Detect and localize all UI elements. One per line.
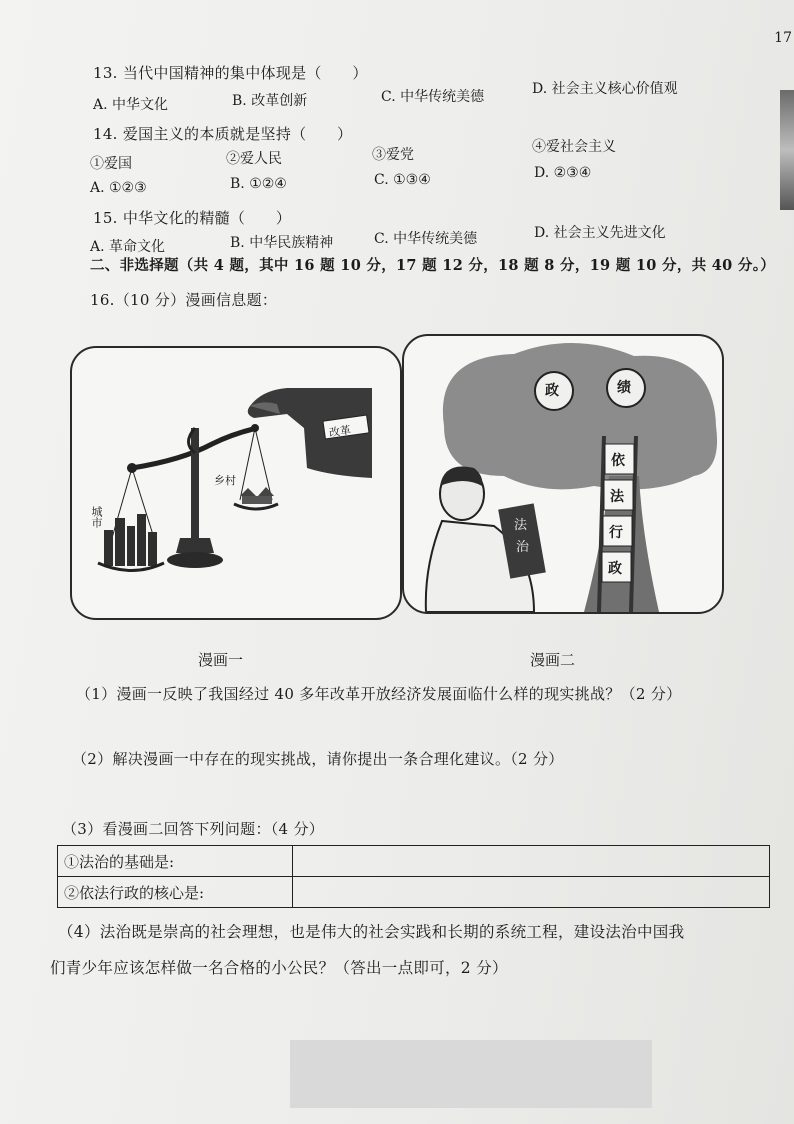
q14-option-d: D. ②③④	[534, 165, 592, 181]
village-label: 乡村	[214, 474, 236, 487]
q13-option-d: D. 社会主义核心价值观	[532, 81, 678, 97]
question-13-stem: 13. 当代中国精神的集中体现是（ ）	[93, 64, 368, 82]
table-row	[58, 846, 770, 877]
ladder-label-3: 行	[609, 525, 623, 541]
q16-sub4-line1: （4）法治既是崇高的社会理想，也是伟大的社会实践和长期的系统工程，建设法治中国我	[58, 923, 685, 941]
q16-sub1: （1）漫画一反映了我国经过 40 多年改革开放经济发展面临什么样的现实挑战？（2 分）	[76, 685, 682, 703]
q14-item-4: ④爱社会主义	[532, 139, 616, 155]
comic-one-caption: 漫画一	[198, 651, 244, 669]
question-16-stem: 16.（10 分）漫画信息题：	[90, 291, 278, 309]
q13-option-c: C. 中华传统美德	[381, 89, 485, 105]
comic-one-scale-illustration	[72, 348, 400, 618]
fruit-label-1: 政	[545, 383, 559, 399]
page-number: 17	[774, 30, 792, 46]
comic-two-panel	[402, 334, 724, 614]
q13-option-b: B. 改革创新	[232, 93, 308, 109]
comic-two-tree-illustration	[404, 336, 722, 612]
q14-option-b: B. ①②④	[230, 176, 287, 192]
q14-option-c: C. ①③④	[374, 172, 431, 188]
book-label-2: 治	[516, 540, 530, 555]
question-15-stem: 15. 中华文化的精髓（ ）	[93, 209, 292, 227]
ladder-label-4: 政	[608, 561, 622, 577]
adjacent-page-edge	[780, 90, 794, 210]
q15-option-b: B. 中华民族精神	[230, 235, 334, 251]
q13-option-a: A. 中华文化	[93, 97, 169, 113]
ladder-label-1: 依	[611, 453, 625, 469]
fruit-label-2: 绩	[617, 380, 631, 396]
q14-item-3: ③爱党	[372, 147, 414, 163]
q15-option-c: C. 中华传统美德	[374, 231, 478, 247]
answer-cell-2[interactable]	[293, 877, 770, 908]
q14-item-1: ①爱国	[90, 156, 132, 172]
table-label-cell: ②依法行政的核心是:	[58, 877, 293, 908]
book-label-1: 法	[514, 518, 528, 533]
ladder-label-2: 法	[610, 489, 624, 505]
question-14-stem: 14. 爱国主义的本质就是坚持（ ）	[93, 125, 353, 143]
q15-option-d: D. 社会主义先进文化	[534, 225, 666, 241]
city-label: 城市	[90, 506, 103, 528]
comic-two-caption: 漫画二	[530, 651, 576, 669]
hand-label: 改革	[328, 423, 352, 440]
q15-option-a: A. 革命文化	[90, 239, 166, 255]
section-2-heading: 二、非选择题（共 4 题，其中 16 题 10 分，17 题 12 分，18 题 8 分，19 题 10 分，共 40 分。）	[90, 257, 776, 274]
q16-sub2: （2）解决漫画一中存在的现实挑战，请你提出一条合理化建议。（2 分）	[72, 750, 564, 768]
table-row	[58, 877, 770, 908]
q14-item-2: ②爱人民	[226, 151, 282, 167]
q16-answer-table	[57, 845, 770, 908]
answer-cell-1[interactable]	[293, 846, 770, 877]
table-label-cell: ①法治的基础是:	[58, 846, 293, 877]
q16-sub3: （3）看漫画二回答下列问题：（4 分）	[62, 820, 325, 838]
redaction-box	[290, 1040, 652, 1108]
q14-option-a: A. ①②③	[90, 180, 147, 196]
q16-sub4-line2: 们青少年应该怎样做一名合格的小公民？（答出一点即可，2 分）	[50, 959, 508, 977]
comic-one-panel	[70, 346, 402, 620]
